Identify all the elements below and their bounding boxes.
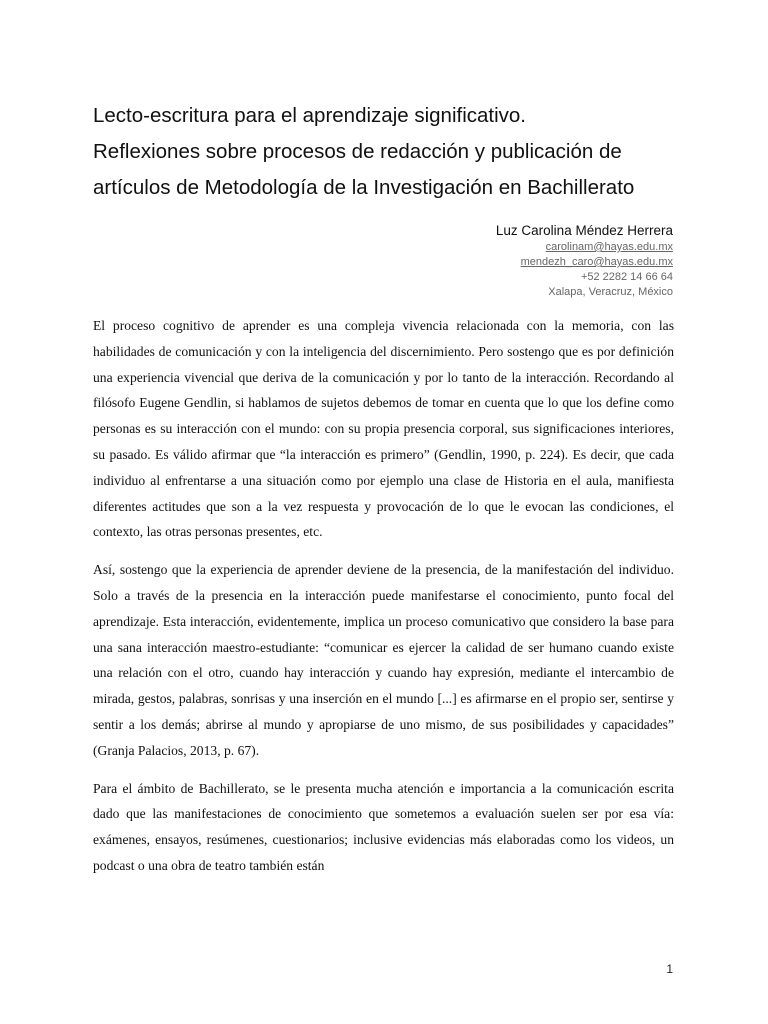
title-line-3: artículos de Metodología de la Investigación en Bachillerato <box>93 176 635 199</box>
author-email-link-2[interactable]: mendezh_caro@hayas.edu.mx <box>520 256 673 268</box>
body-paragraph-3: Para el ámbito de Bachillerato, se le presenta mucha atención e importancia a la comunicación escrita dado que las manifestaciones de conocimiento que sometemos a evaluación suelen ser por esa vía: exámenes, ensayos, resúmenes, cuestionarios; inclusive evidencias más elaboradas como los videos, un podcast o una obra de teatro también están <box>93 780 674 873</box>
document-body <box>93 313 674 891</box>
author-phone: +52 2282 14 66 64 <box>580 271 673 283</box>
title-line-1: Lecto-escritura para el aprendizaje significativo. <box>93 104 527 127</box>
author-name: Luz Carolina Méndez Herrera <box>495 223 673 238</box>
document-title <box>93 98 693 206</box>
body-paragraph-2: Así, sostengo que la experiencia de aprender deviene de la presencia, de la manifestación del individuo. Solo a través de la presencia en la interacción puede manifestarse el conocimiento, punto focal del aprendizaje. Esta interacción, evidentemente, implica un proceso comunicativo que considero la base para una sana interacción maestro-estudiante: “comunicar es ejercer la calidad de ser humano cuando existe una relación con el otro, cuando hay interacción y cuando hay expresión, mediante el intercambio de mirada, gestos, palabras, sonrisas y una inserción en el mundo [...] es afirmarse en el propio ser, sentirse y sentir a los demás; abrirse al mundo y apropiarse de uno mismo, de sus posibilidades y capacidades” (Granja Palacios, 2013, p. 67). <box>93 562 674 758</box>
author-info <box>496 222 673 300</box>
body-paragraph-1: El proceso cognitivo de aprender es una compleja vivencia relacionada con la memoria, con las habilidades de comunicación y con la inteligencia del discernimiento. Pero sostengo que es por definición una experiencia vivencial que deriva de la comunicación y por lo tanto de la interacción. Recordando al filósofo Eugene Gendlin, si hablamos de sujetos debemos de tomar en cuenta que lo que los define como personas es su interacción con el mundo: con su propia presencia corporal, sus significaciones interiores, su pasado. Es válido afirmar que “la interacción es primero” (Gendlin, 1990, p. 224). Es decir, que cada individuo al enfrentarse a una situación como por ejemplo una clase de Historia en el aula, manifiesta diferentes actitudes que son a la vez respuesta y provocación de lo que le evocan las condiciones, el contexto, las otras personas presentes, etc. <box>93 318 674 540</box>
title-line-2: Reflexiones sobre procesos de redacción y publicación de <box>93 140 622 163</box>
author-location: Xalapa, Veracruz, México <box>548 286 673 298</box>
author-email-link-1[interactable]: carolinam@hayas.edu.mx <box>545 241 673 253</box>
page-number: 1 <box>666 962 673 976</box>
